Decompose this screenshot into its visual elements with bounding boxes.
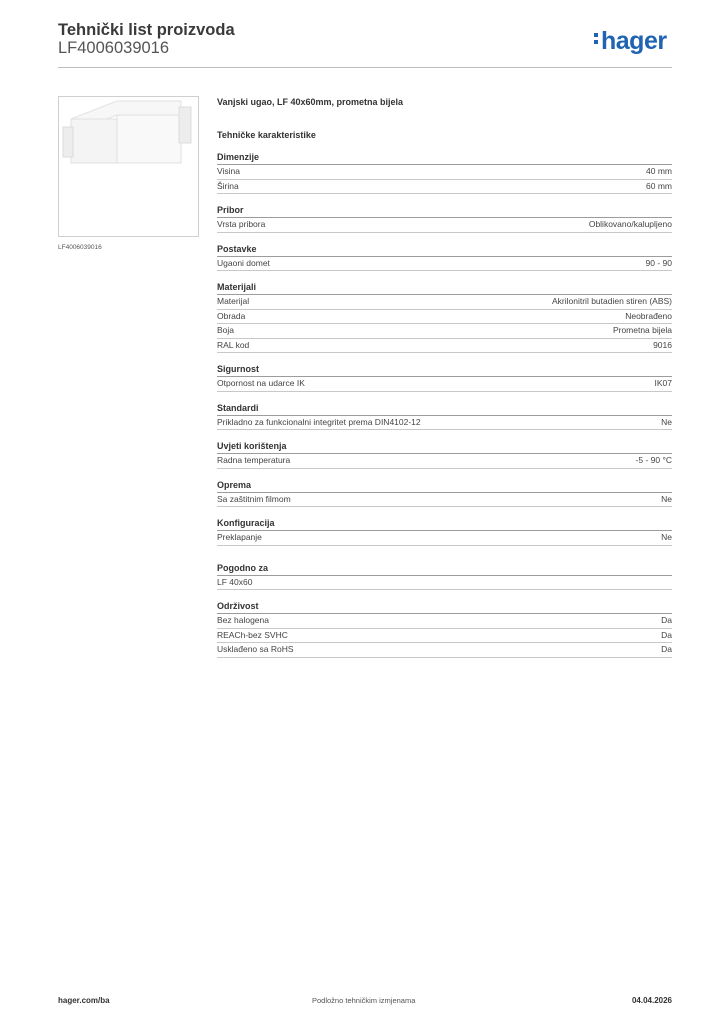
- spec-label: Vrsta pribora: [217, 219, 266, 229]
- section-title: Konfiguracija: [217, 517, 672, 531]
- spec-value: -5 - 90 °C: [635, 455, 672, 465]
- spec-value: Ne: [661, 416, 672, 427]
- section-title: Sigurnost: [217, 363, 672, 377]
- spec-label: REACh-bez SVHC: [217, 629, 288, 640]
- spec-value: Da: [661, 629, 672, 640]
- spec-label: Prikladno za funkcionalni integritet prema DIN4102-12: [217, 416, 421, 427]
- spec-label: Širina: [217, 180, 239, 191]
- spec-label: LF 40x60: [217, 576, 253, 587]
- section-title: Uvjeti korištenja: [217, 440, 672, 454]
- spec-label: RAL kod: [217, 339, 250, 350]
- logo-dots-icon: [594, 30, 600, 47]
- spec-section: [217, 479, 672, 508]
- spec-row: [217, 165, 672, 180]
- spec-label: Bez halogena: [217, 615, 269, 625]
- spec-value: IK07: [654, 378, 672, 388]
- spec-label: Sa zaštitnim filmom: [217, 493, 291, 504]
- spec-section: [217, 243, 672, 272]
- spec-label: Obrada: [217, 310, 246, 321]
- spec-value: 40 mm: [646, 166, 672, 176]
- spec-label: Preklapanje: [217, 532, 262, 542]
- spec-column: [217, 95, 672, 658]
- section-title: Postavke: [217, 243, 672, 257]
- spec-section: [217, 281, 672, 353]
- spec-row: [217, 629, 672, 644]
- spec-value: Da: [661, 615, 672, 625]
- spec-section: [217, 562, 672, 591]
- spec-label: Materijal: [217, 296, 250, 306]
- spec-section: [217, 440, 672, 469]
- spec-row: [217, 493, 672, 508]
- spec-row: [217, 218, 672, 233]
- spec-label: Ugaoni domet: [217, 257, 270, 268]
- spec-value: 9016: [653, 339, 672, 350]
- footer-website: hager.com/ba: [58, 996, 110, 1005]
- page-title: Tehnički list proizvoda: [58, 21, 235, 39]
- image-caption: LF4006039016: [58, 244, 102, 251]
- spec-value: Da: [661, 644, 672, 654]
- spec-label: Otpornost na udarce IK: [217, 378, 305, 388]
- spec-row: [217, 295, 672, 310]
- spec-value: Oblikovano/kalupljeno: [588, 219, 672, 229]
- section-title: Standardi: [217, 402, 672, 416]
- logo-text: hager: [601, 27, 667, 55]
- spec-section: [217, 363, 672, 392]
- spec-row: [217, 454, 672, 469]
- section-title: Pogodno za: [217, 562, 672, 576]
- spec-section: [217, 151, 672, 194]
- spec-value: Prometna bijela: [612, 325, 672, 335]
- spec-section: [217, 402, 672, 431]
- spec-row: [217, 576, 672, 591]
- spec-value: 90 - 90: [645, 257, 672, 268]
- spec-section: [217, 600, 672, 658]
- spec-row: [217, 416, 672, 431]
- spec-row: [217, 180, 672, 195]
- tech-heading: Tehničke karakteristike: [217, 130, 316, 140]
- spec-label: Usklađeno sa RoHS: [217, 644, 294, 654]
- footer-date: 04.04.2026: [631, 996, 672, 1005]
- spec-row: [217, 531, 672, 546]
- spec-value: Akrilonitril butadien stiren (ABS): [552, 296, 672, 306]
- section-title: Materijali: [217, 281, 672, 295]
- spec-row: [217, 257, 672, 272]
- product-image: [58, 96, 199, 237]
- product-description: Vanjski ugao, LF 40x60mm, prometna bijela: [217, 97, 404, 107]
- section-title: Oprema: [217, 479, 672, 493]
- spec-value: Ne: [661, 493, 672, 504]
- spec-value: Ne: [661, 532, 672, 542]
- spec-sections: [217, 151, 672, 658]
- spec-row: [217, 339, 672, 354]
- section-title: Održivost: [217, 600, 672, 614]
- spec-label: Visina: [217, 166, 240, 176]
- spec-value: Neobrađeno: [625, 310, 672, 321]
- spec-label: Boja: [217, 325, 235, 335]
- spec-value: 60 mm: [646, 180, 672, 191]
- hager-logo: [594, 27, 667, 55]
- section-title: Dimenzije: [217, 151, 672, 165]
- spec-label: Radna temperatura: [217, 455, 291, 465]
- spec-row: [217, 377, 672, 392]
- spec-row: [217, 643, 672, 658]
- spec-row: [217, 310, 672, 325]
- product-code: LF4006039016: [58, 39, 170, 57]
- spec-row: [217, 324, 672, 339]
- header-divider: [58, 67, 672, 68]
- spec-section: [217, 517, 672, 546]
- spec-section: [217, 204, 672, 233]
- footer-note: Podložno tehničkim izmjenama: [312, 996, 416, 1005]
- spec-row: [217, 614, 672, 629]
- corner-duct-icon: [59, 97, 198, 236]
- section-title: Pribor: [217, 204, 672, 218]
